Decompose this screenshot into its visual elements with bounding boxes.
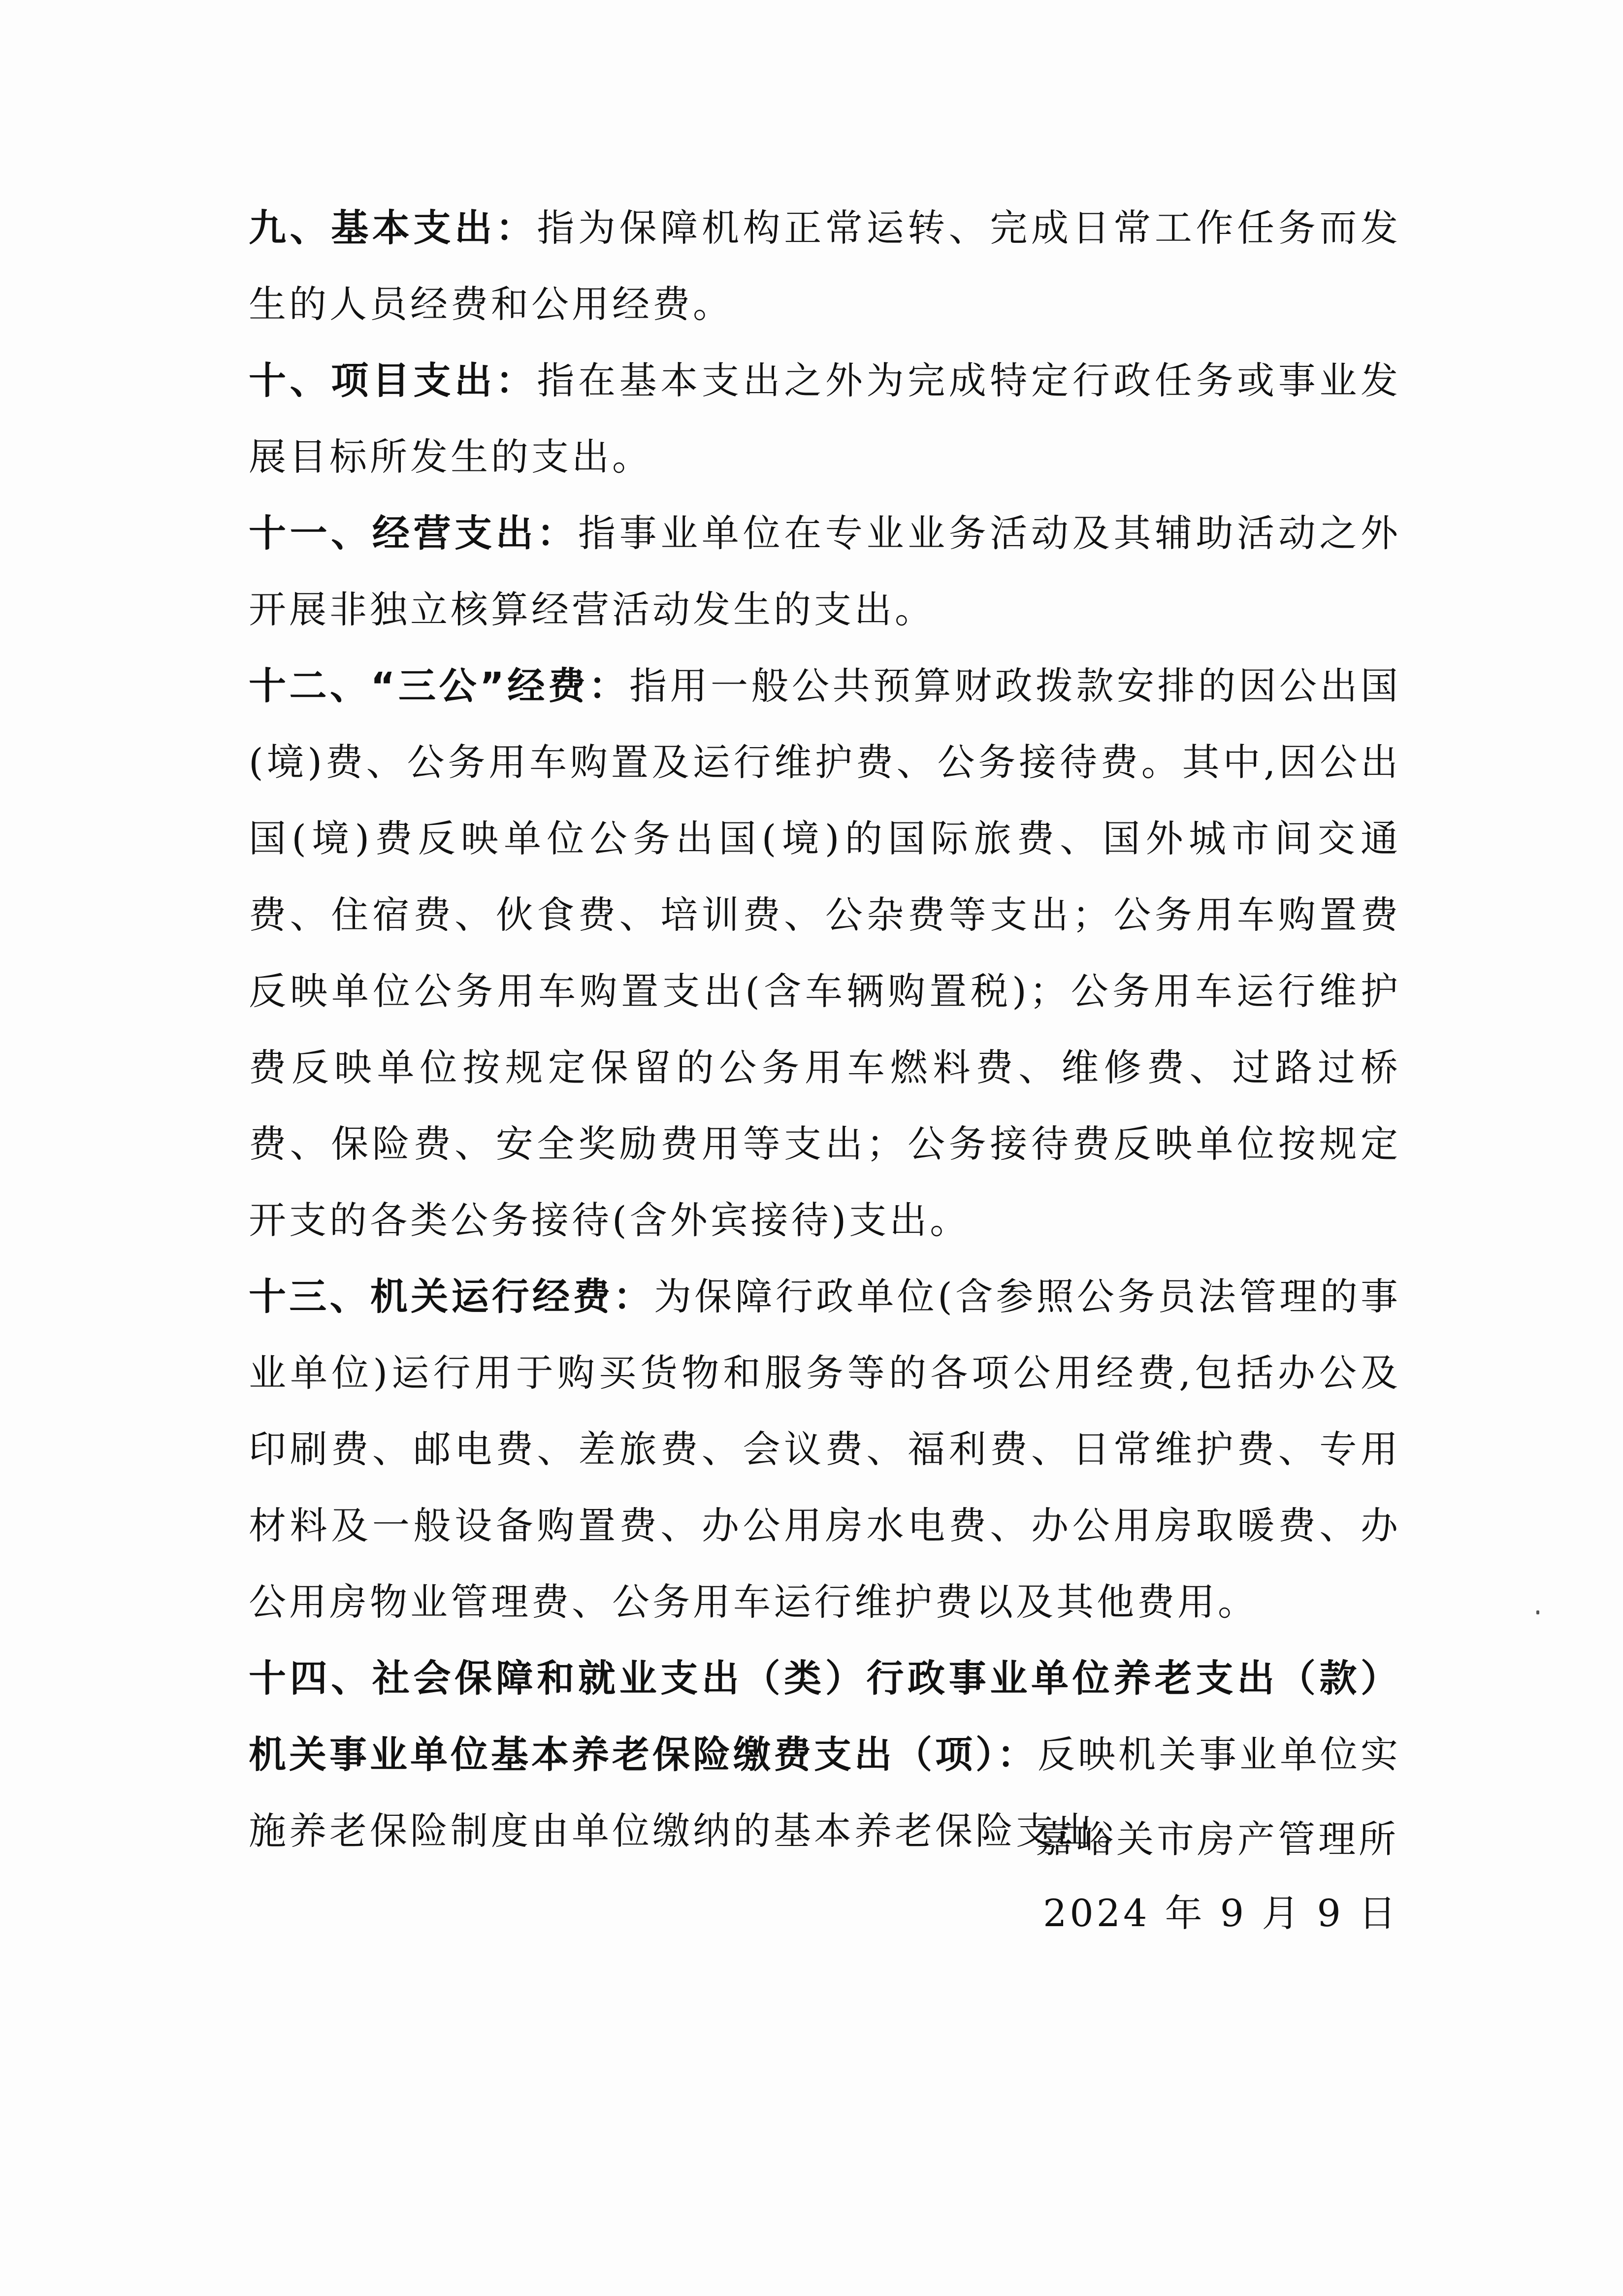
- paragraph-three-public-expenses: [249, 648, 1401, 1258]
- term-definition: 指在基本支出之外为完成特定行政任务或事业发展目标所发生的支出。: [249, 359, 1401, 479]
- paragraph-agency-operating-funds: [249, 1258, 1401, 1640]
- term-definition: 反映机关事业单位实施养老保险制度由单位缴纳的基本养老保险支出。: [249, 1733, 1401, 1853]
- term-label: 九、基本支出：: [249, 206, 537, 250]
- term-definition: 指用一般公共预算财政拨款安排的因公出国(境)费、公务用车购置及运行维护费、公务接待费。其中,因公出国(境)费反映单位公务出国(境)的国际旅费、国外城市间交通费、住宿费、伙食费、培训费、公杂费等支出；公务用车购置费反映单位公务用车购置支出(含车辆购置税)；公务用车运行维护费反映单位按规定保留的公务用车燃料费、维修费、过路过桥费、保险费、安全奖励费用等支出；公务接待费反映单位按规定开支的各类公务接待(含外宾接待)支出。: [249, 664, 1401, 1242]
- paragraph-project-expenditure: [249, 342, 1401, 495]
- paragraph-basic-expenditure: [249, 190, 1401, 342]
- term-definition: 指为保障机构正常运转、完成日常工作任务而发生的人员经费和公用经费。: [249, 206, 1401, 326]
- term-label: 十一、经营支出：: [249, 511, 579, 555]
- term-label: 十四、社会保障和就业支出（类）行政事业单位养老支出（款）机关事业单位基本养老保险缴费支出（项）：: [249, 1656, 1401, 1776]
- term-label: 十三、机关运行经费：: [249, 1275, 654, 1318]
- term-label: 十、项目支出：: [249, 359, 537, 402]
- signature-block: [1036, 1803, 1399, 1950]
- document-body: [249, 190, 1401, 1869]
- term-label: 十二、“三公”经费：: [249, 664, 629, 708]
- scan-speck: [1536, 1610, 1539, 1614]
- term-definition: 指事业单位在专业业务活动及其辅助活动之外开展非独立核算经营活动发生的支出。: [249, 511, 1401, 631]
- term-definition: 为保障行政单位(含参照公务员法管理的事业单位)运行用于购买货物和服务等的各项公用经费,包括办公及印刷费、邮电费、差旅费、会议费、福利费、日常维护费、专用材料及一般设备购置费、办公用房水电费、办公用房取暖费、办公用房物业管理费、公务用车运行维护费以及其他费用。: [249, 1275, 1401, 1624]
- signature-date: 2024 年 9 月 9 日: [1043, 1891, 1399, 1935]
- paragraph-operating-expenditure: [249, 495, 1401, 648]
- signature-organization: 嘉峪关市房产管理所: [1036, 1817, 1399, 1861]
